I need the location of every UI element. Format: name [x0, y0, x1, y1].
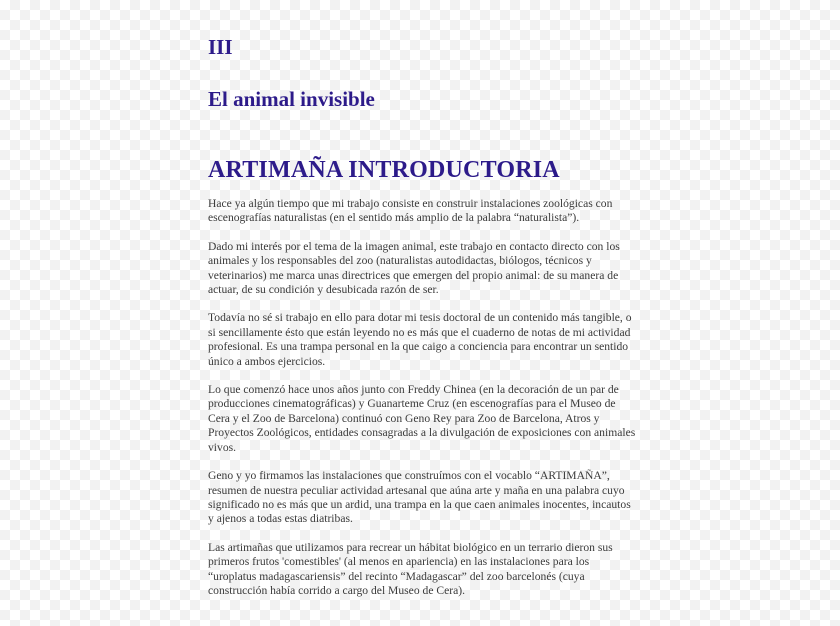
paragraph: Dado mi interés por el tema de la imagen animal, este trabajo en contacto directo con los animales y los responsables del zoo (naturalistas autodidactas, biólogos, técnicos y veterinarios) me marca unas directrices que emergen del propio animal: de su manera de actuar, de su condición y desubicada razón de ser. [208, 239, 620, 297]
paragraph: Las artimañas que utilizamos para recrear un hábitat biológico en un terrario dieron sus primeros frutos 'comestibles' (al menos en apariencia) en las instalaciones para los “uroplatus madagascariensis” del recinto “Madagascar” del zoo barcelonés (cuya construcción había corrido a cargo del Museo de Cera). [208, 540, 613, 597]
body-text [208, 197, 636, 612]
chapter-number: III [208, 35, 233, 59]
document-page [208, 0, 638, 626]
section-title: ARTIMAÑA INTRODUCTORIA [208, 157, 560, 183]
paragraph: Todavía no sé si trabajo en ello para dotar mi tesis doctoral de un contenido más tangible, o si sencillamente ésto que están leyendo no es más que el cuaderno de notas de mi actividad profesional. Es una trampa personal en la que caigo a conciencia para encontrar un sentido único a ambos ejercicios. [208, 311, 632, 368]
paragraph: Lo que comenzó hace unos años junto con Freddy Chinea (en la decoración de un par de producciones cinematográficas) y Guanarteme Cruz (en escenografías para el Museo de Cera y el Zoo de Barcelona) continuó con Geno Rey para Zoo de Barcelona, Atros y Proyectos Zoológicos, entidades consagradas a la divulgación de exposiciones con animales vivos. [208, 383, 636, 454]
paragraph: Hace ya algún tiempo que mi trabajo consiste en construir instalaciones zoológicas con escenografías naturalistas (en el sentido más amplio de la palabra “naturalista”). [208, 197, 613, 225]
chapter-title: El animal invisible [208, 87, 375, 111]
paragraph: Geno y yo firmamos las instalaciones que construímos con el vocablo “ARTIMAÑA”, resumen de nuestra peculiar actividad artesanal que aúna arte y maña en una palabra cuyo significado no es más que un ardid, una trampa en la que caen animales inocentes, incautos y ajenos a todas estas diatribas. [208, 469, 631, 526]
